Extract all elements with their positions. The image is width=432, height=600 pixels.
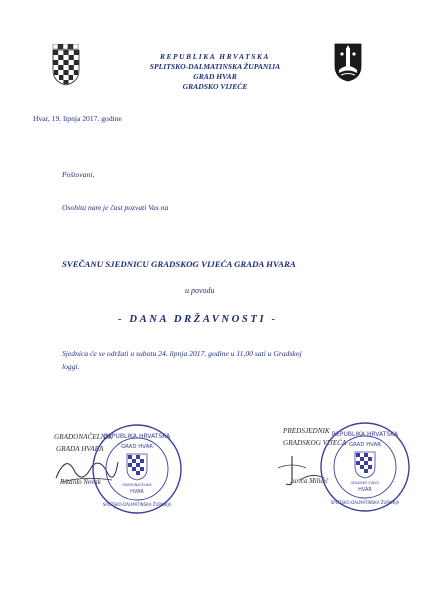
left-stamp-text-role: GRADONAČELNIK <box>122 483 152 487</box>
right-stamp-text-hvar: HVAR <box>358 487 372 493</box>
left-stamp-text-city: GRAD HVAR <box>120 444 154 450</box>
event-title: SVEČANU SJEDNICU GRADSKOG VIJEĆA GRADA HVARA <box>62 259 296 269</box>
salutation: Poštovani, <box>62 170 95 179</box>
right-signatory-name: Jurica Miličić <box>290 478 329 485</box>
right-stamp-text-top: REPUBLIKA HRVATSKA <box>331 431 399 438</box>
details-line-1: Sjednica će se održati u subotu 24. lipnja 2017. godine u 11,00 sati u Gradskoj <box>62 349 302 358</box>
header-republic: REPUBLIKA HRVATSKA <box>159 52 271 61</box>
left-signatory-name: Rikardo Novak <box>60 479 101 486</box>
connector-text: u povodu <box>185 286 215 295</box>
header-city: GRAD HVAR <box>193 72 237 81</box>
left-signatory-city: GRADA HVARA <box>56 445 104 453</box>
hvar-coat-of-arms-icon <box>333 42 363 82</box>
left-signatory-role: GRADONAČELNIK <box>54 433 113 441</box>
left-official-stamp-icon <box>90 422 184 516</box>
right-stamp-text-role: GRADSKO VIJEĆE <box>350 481 380 485</box>
right-official-stamp-icon <box>318 420 412 514</box>
right-stamp-text-city: GRAD HVAR <box>348 442 382 448</box>
left-stamp-text-bottom: SPLITSKO-DALMATINSKA ŽUPANIJA <box>102 502 172 507</box>
left-stamp-text-top: REPUBLIKA HRVATSKA <box>103 433 171 440</box>
invitation-text: Osobita nam je čast pozvati Vas na <box>62 203 169 212</box>
document-date: Hvar, 19. lipnja 2017. godine <box>33 114 122 123</box>
details-line-2: loggi. <box>62 362 80 371</box>
left-stamp-text-hvar: HVAR <box>130 489 144 495</box>
right-stamp-text-bottom: SPLITSKO-DALMATINSKA ŽUPANIJA <box>330 500 400 505</box>
header-county: SPLITSKO-DALMATINSKA ŽUPANIJA <box>149 62 281 71</box>
right-signatory-body: GRADSKOG VIJEĆA <box>283 439 347 447</box>
right-signatory-role: PREDSJEDNIK <box>283 427 330 435</box>
occasion-title: - DANA DRŽAVNOSTI - <box>118 314 278 325</box>
header-council: GRADSKO VIJEĆE <box>182 82 248 91</box>
croatian-coat-of-arms-icon <box>51 44 81 86</box>
